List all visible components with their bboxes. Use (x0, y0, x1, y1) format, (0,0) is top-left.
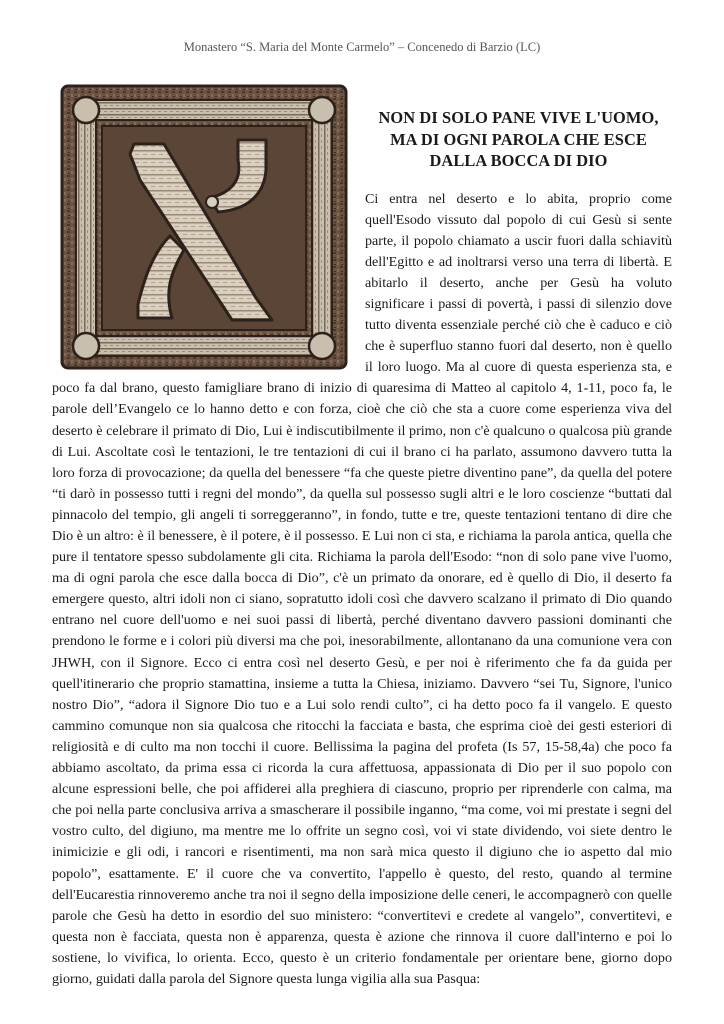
aleph-tile-illustration (60, 84, 348, 370)
article-content (52, 84, 672, 990)
carved-tile-image (60, 84, 348, 370)
article-body: Ci entra nel deserto e lo abita, proprio come quell'Esodo vissuto dal popolo di cui Gesù si sente parte, il popolo chiamato a uscir fuori dalla schiavitù dell'Egitto e ad inoltrarsi verso una terra di libertà. E abitarlo il deserto, anche per Gesù ha voluto significare i passi di povertà, i passi di silenzio dove tutto diventa essenziale perché ciò che è caduco e ciò che è superfluo stanno fuori dal deserto, non è quello il loro luogo. Ma al cuore di questa esperienza sta, e poco fa dal brano, questo famigliare brano di inizio di quaresima di Matteo al capitolo 4, 1-11, poco fa, le parole dell’Evangelo ce lo hanno detto e con forza, cioè che ciò che sta a cuore come esperienza viva del deserto è celebrare il primato di Dio, Lui è indiscutibilmente il primo, non c'è qualcuno o qualcosa più grande di Lui. Ascoltate così le tentazioni, le tre tentazioni di cui il brano ci ha parlato, assumono davvero tutta la loro forza di provocazione; da quella del benessere “fa che queste pietre diventino pane”, da quella del potere “ti darò in possesso tutti i regni del mondo”, da quella sul possesso sugli altri e le loro coscienze “buttati dal pinnacolo del tempio, gli angeli ti sorreggeranno”, in fondo, tutte e tre, queste tentazioni tentano di dire che Dio è un altro: è il benessere, è il potere, è il possesso. E Lui non ci sta, e richiama la parola antica, quella che pure il tentatore spesso subdolamente gli cita. Richiama la parola dell'Esodo: “non di solo pane vive l'uomo, ma di ogni parola che esce dalla bocca di Dio”, c'è un primato da onorare, ed è quello di Dio, il deserto fa emergere questo, altri idoli non ci siano, sopratutto idoli così che davvero scalzano il primato di Dio quando entrano nel cuore dell'uomo e nei suoi passi di libertà, perché diventano davvero passioni dominanti che prendono le forme e i colori più diversi ma che poi, inesorabilmente, allontanano da una comunione vera con JHWH, con il Signore. Ecco ci entra così nel deserto Gesù, e per noi è riferimento che fa da guida per quell'itinerario che proprio stamattina, insieme a tutta la Chiesa, iniziamo. Davvero “sei Tu, Signore, l'unico nostro Dio”, “adora il Signore Dio tuo e a Lui solo rendi culto”, ci ha detto poco fa il vangelo. E questo cammino comunque non sia qualcosa che ritocchi la facciata e basta, che esprima cioè dei gesti esteriori di religiosità e di culto ma non tocchi il cuore. Bellissima la pagina del profeta (Is 57, 15-58,4a) che poco fa abbiamo ascoltato, da prima essa ci ricorda la cura affettuosa, appassionata di Dio per il suo popolo con alcune espressioni belle, che poi affiderei alla preghiera di ciascuno, proprio per riprenderle con calma, ma che poi nella parte conclusiva arriva a smascherare il possibile inganno, “ma come, voi mi prestate i segni del vostro culto, del digiuno, ma mentre me lo offrite un segno così, voi vi state dividendo, voi siete dentro le inimicizie e gli odi, i rancori e risentimenti, ma non sarà mica questo il digiuno che io aspetto dal mio popolo”, esattamente. E' il cuore che va convertito, l'appello è questo, del resto, quando al termine dell'Eucarestia rinnoveremo anche tra noi il segno della imposizione delle ceneri, le accompagnerò con quelle parole che Gesù ha detto in esordio del suo ministero: “convertitevi e credete al vangelo”, convertitevi, e questa non è facciata, questa non è apparenza, questa è azione che rinnova il cuore dall'interno e poi lo sostiene, lo vivifica, lo orienta. Ecco, questo è un criterio fondamentale per orientare bene, giorno dopo giorno, guidati dalla parola del Signore questa lunga vigilia alla sua Pasqua: (52, 190, 672, 987)
article-title: NON DI SOLO PANE VIVE L'UOMO, MA DI OGNI PAROLA CHE ESCE DALLA BOCCA DI DIO (378, 108, 659, 170)
page-header: Monastero “S. Maria del Monte Carmelo” – Concenedo di Barzio (LC) (183, 40, 541, 54)
